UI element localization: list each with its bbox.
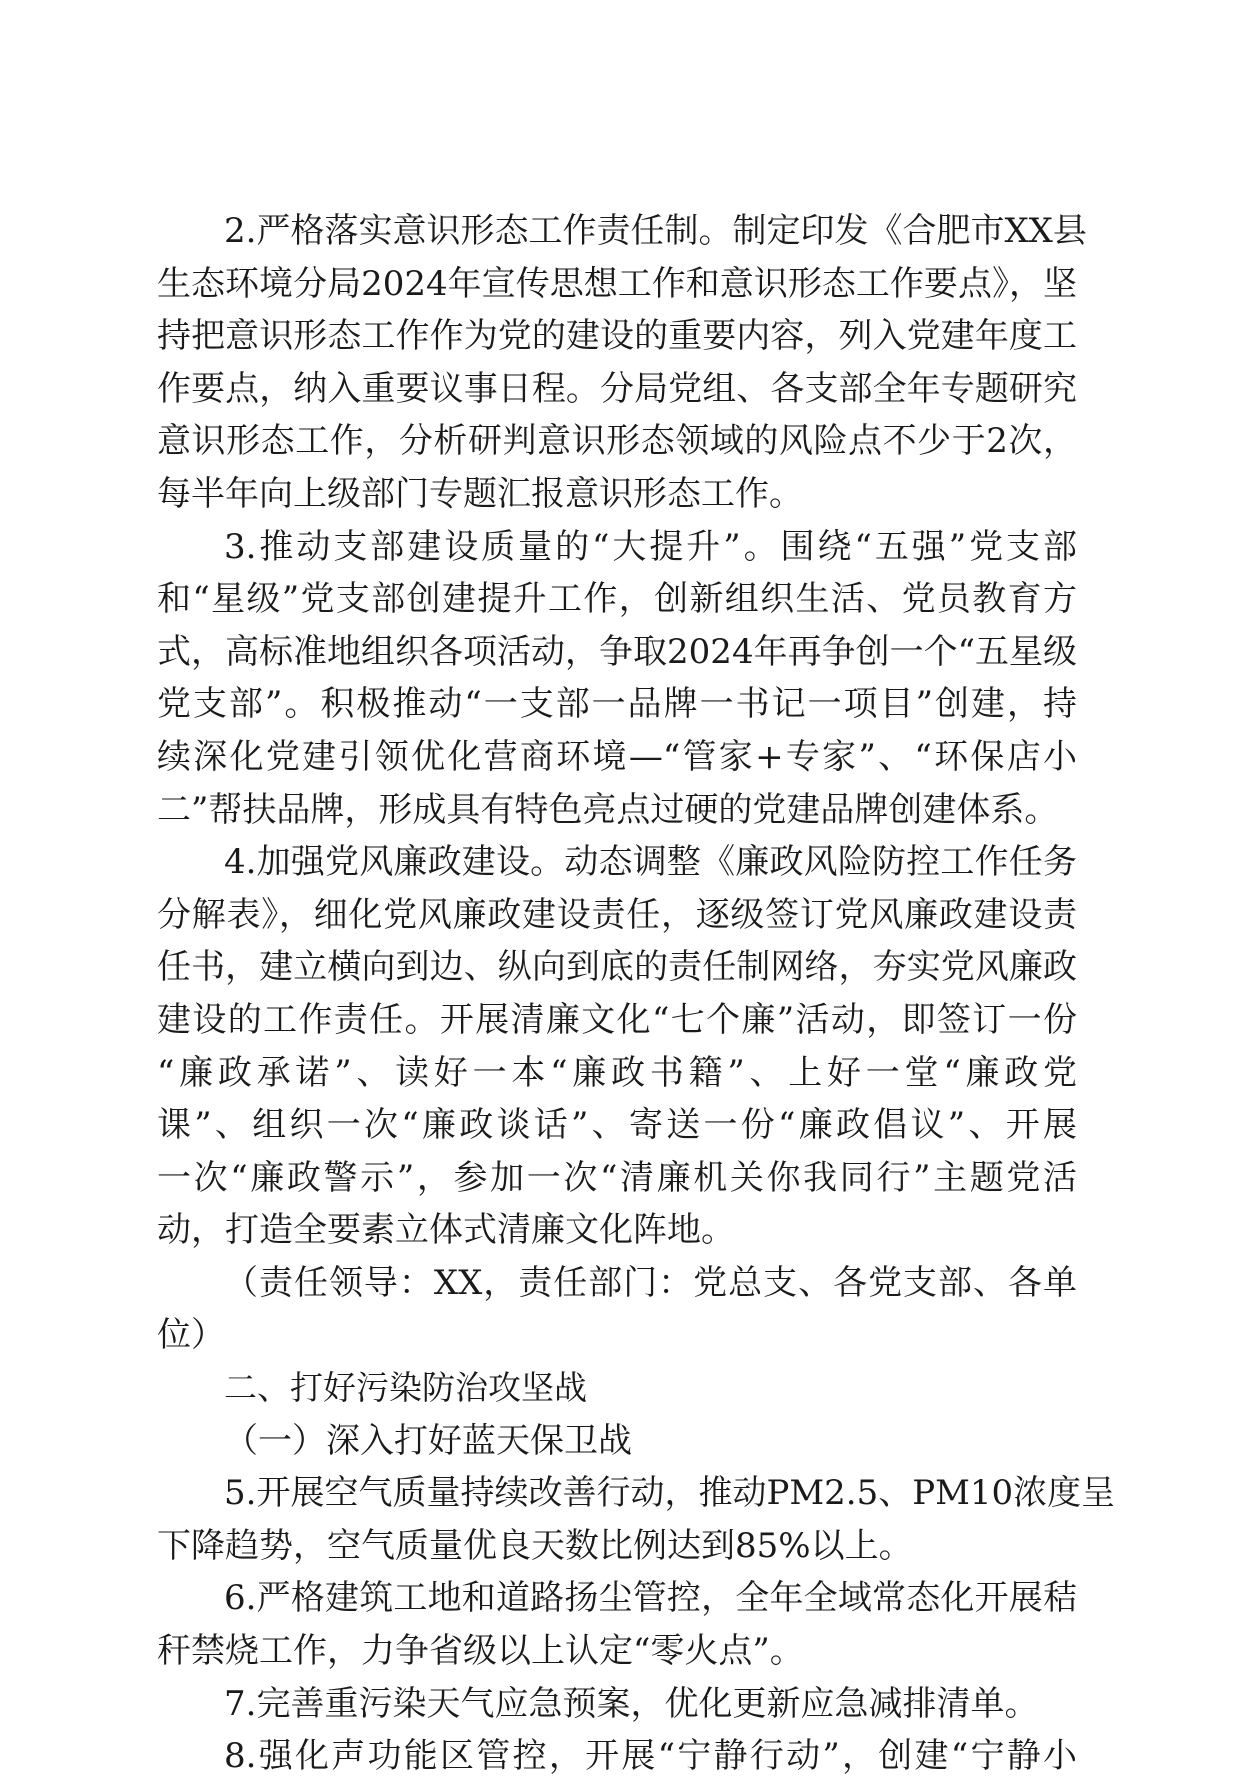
- section-heading: 二、打好污染防治攻坚战: [224, 1368, 587, 1408]
- text-line: 作要点，纳入重要议事日程。分局党组、各支部全年专题研究: [157, 368, 1077, 409]
- paragraph-item-4: [157, 836, 1077, 1257]
- text-line: 式，高标准地组织各项活动，争取2024年再争创一个“五星级: [157, 631, 1077, 672]
- text-line: 3.推动支部建设质量的“大提升”。围绕“五强”党支部: [224, 526, 1077, 567]
- paragraph-item-5: [157, 1467, 1116, 1572]
- text-line: 持把意识形态工作作为党的建设的重要内容，列入党建年度工: [157, 316, 1077, 357]
- paragraph-item-6: [157, 1572, 1077, 1677]
- text-line: 生态环境分局2024年宣传思想工作和意识形态工作要点》，坚: [157, 263, 1077, 304]
- paragraph-item-3: [157, 521, 1077, 837]
- paragraph-responsibility: [157, 1257, 1077, 1362]
- text-line: 课”、组织一次“廉政谈话”、寄送一份“廉政倡议”、开展: [157, 1105, 1077, 1146]
- text-line: 建设的工作责任。开展清廉文化“七个廉”活动，即签订一份: [157, 999, 1077, 1040]
- text-line: 意识形态工作，分析研判意识形态领域的风险点不少于2次，: [157, 421, 1077, 462]
- text-line: 6.严格建筑工地和道路扬尘管控，全年全域常态化开展秸: [224, 1578, 1077, 1619]
- paragraph-item-8: [157, 1730, 1077, 1783]
- text-line: 下降趋势，空气质量优良天数比例达到85%以上。: [157, 1525, 913, 1566]
- subsection-heading: （一）深入打好蓝天保卫战: [224, 1420, 632, 1461]
- text-line: 和“星级”党支部创建提升工作，创新组织生活、党员教育方: [157, 579, 1077, 620]
- text-line: 每半年向上级部门专题汇报意识形态工作。: [157, 473, 803, 514]
- text-line: “廉政承诺”、读好一本“廉政书籍”、上好一堂“廉政党: [157, 1052, 1077, 1093]
- text-line: 二”帮扶品牌，形成具有特色亮点过硬的党建品牌创建体系。: [157, 789, 1059, 830]
- text-line: 党支部”。积极推动“一支部一品牌一书记一项目”创建，持: [157, 684, 1077, 725]
- text-line: 7.完善重污染天气应急预案，优化更新应急减排清单。: [224, 1683, 1039, 1724]
- text-line: 5.开展空气质量持续改善行动，推动PM2.5、PM10浓度呈: [224, 1473, 1116, 1514]
- text-line: 一次“廉政警示”，参加一次“清廉机关你我同行”主题党活: [157, 1157, 1077, 1198]
- text-line: 4.加强党风廉政建设。动态调整《廉政风险防控工作任务: [224, 842, 1077, 883]
- text-line: 位）: [157, 1315, 225, 1356]
- document-page: [157, 205, 1116, 1783]
- paragraph-item-2: [157, 205, 1087, 521]
- text-line: 任书，建立横向到边、纵向到底的责任制网络，夯实党风廉政: [157, 947, 1077, 988]
- text-line: 续深化党建引领优化营商环境—“管家+专家”、“环保店小: [157, 736, 1077, 777]
- text-line: 秆禁烧工作，力争省级以上认定“零火点”。: [157, 1631, 804, 1672]
- text-line: （责任领导：XX，责任部门：党总支、各党支部、各单: [224, 1262, 1077, 1303]
- text-line: 分解表》，细化党风廉政建设责任，逐级签订党风廉政建设责: [157, 894, 1077, 935]
- text-line: 动，打造全要素立体式清廉文化阵地。: [157, 1210, 735, 1251]
- paragraph-item-7: [157, 1678, 1077, 1731]
- text-line: 2.严格落实意识形态工作责任制。制定印发《合肥市XX县: [224, 211, 1087, 251]
- text-line: 8.强化声功能区管控，开展“宁静行动”，创建“宁静小: [224, 1736, 1077, 1777]
